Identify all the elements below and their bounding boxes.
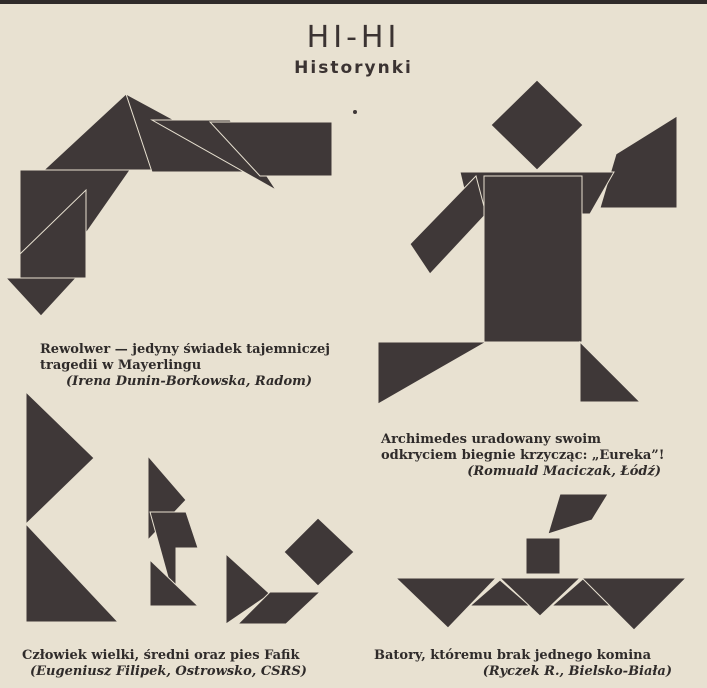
caption-archimedes xyxy=(381,432,681,480)
caption-text: Rewolwer — jedyny świadek tajemniczej tragedii w Mayerlingu xyxy=(40,342,330,373)
ship-chimney-square xyxy=(526,538,560,574)
caption-men-and-dog xyxy=(22,648,342,680)
caption-text: Człowiek wielki, średni oraz pies Fafik xyxy=(22,648,300,663)
page-title: HI-HI xyxy=(306,20,401,55)
caption-revolver xyxy=(40,342,340,390)
caption-batory xyxy=(374,648,684,680)
caption-author: (Irena Dunin-Borkowska, Radom) xyxy=(66,374,313,389)
caption-text: Archimedes uradowany swoim odkryciem biegnie krzycząc: „Eureka”! xyxy=(381,432,665,463)
caption-text: Batory, któremu brak jednego komina xyxy=(374,648,652,663)
caption-author: (Ryczek R., Bielsko-Biała) xyxy=(482,664,672,679)
caption-author: (Romuald Maciczak, Łódź) xyxy=(467,464,661,479)
ship-chimney-parallelogram xyxy=(548,494,608,534)
page-subtitle: Historynki xyxy=(294,58,413,78)
caption-author: (Eugeniusz Filipek, Ostrowsko, CSRS) xyxy=(30,664,307,679)
